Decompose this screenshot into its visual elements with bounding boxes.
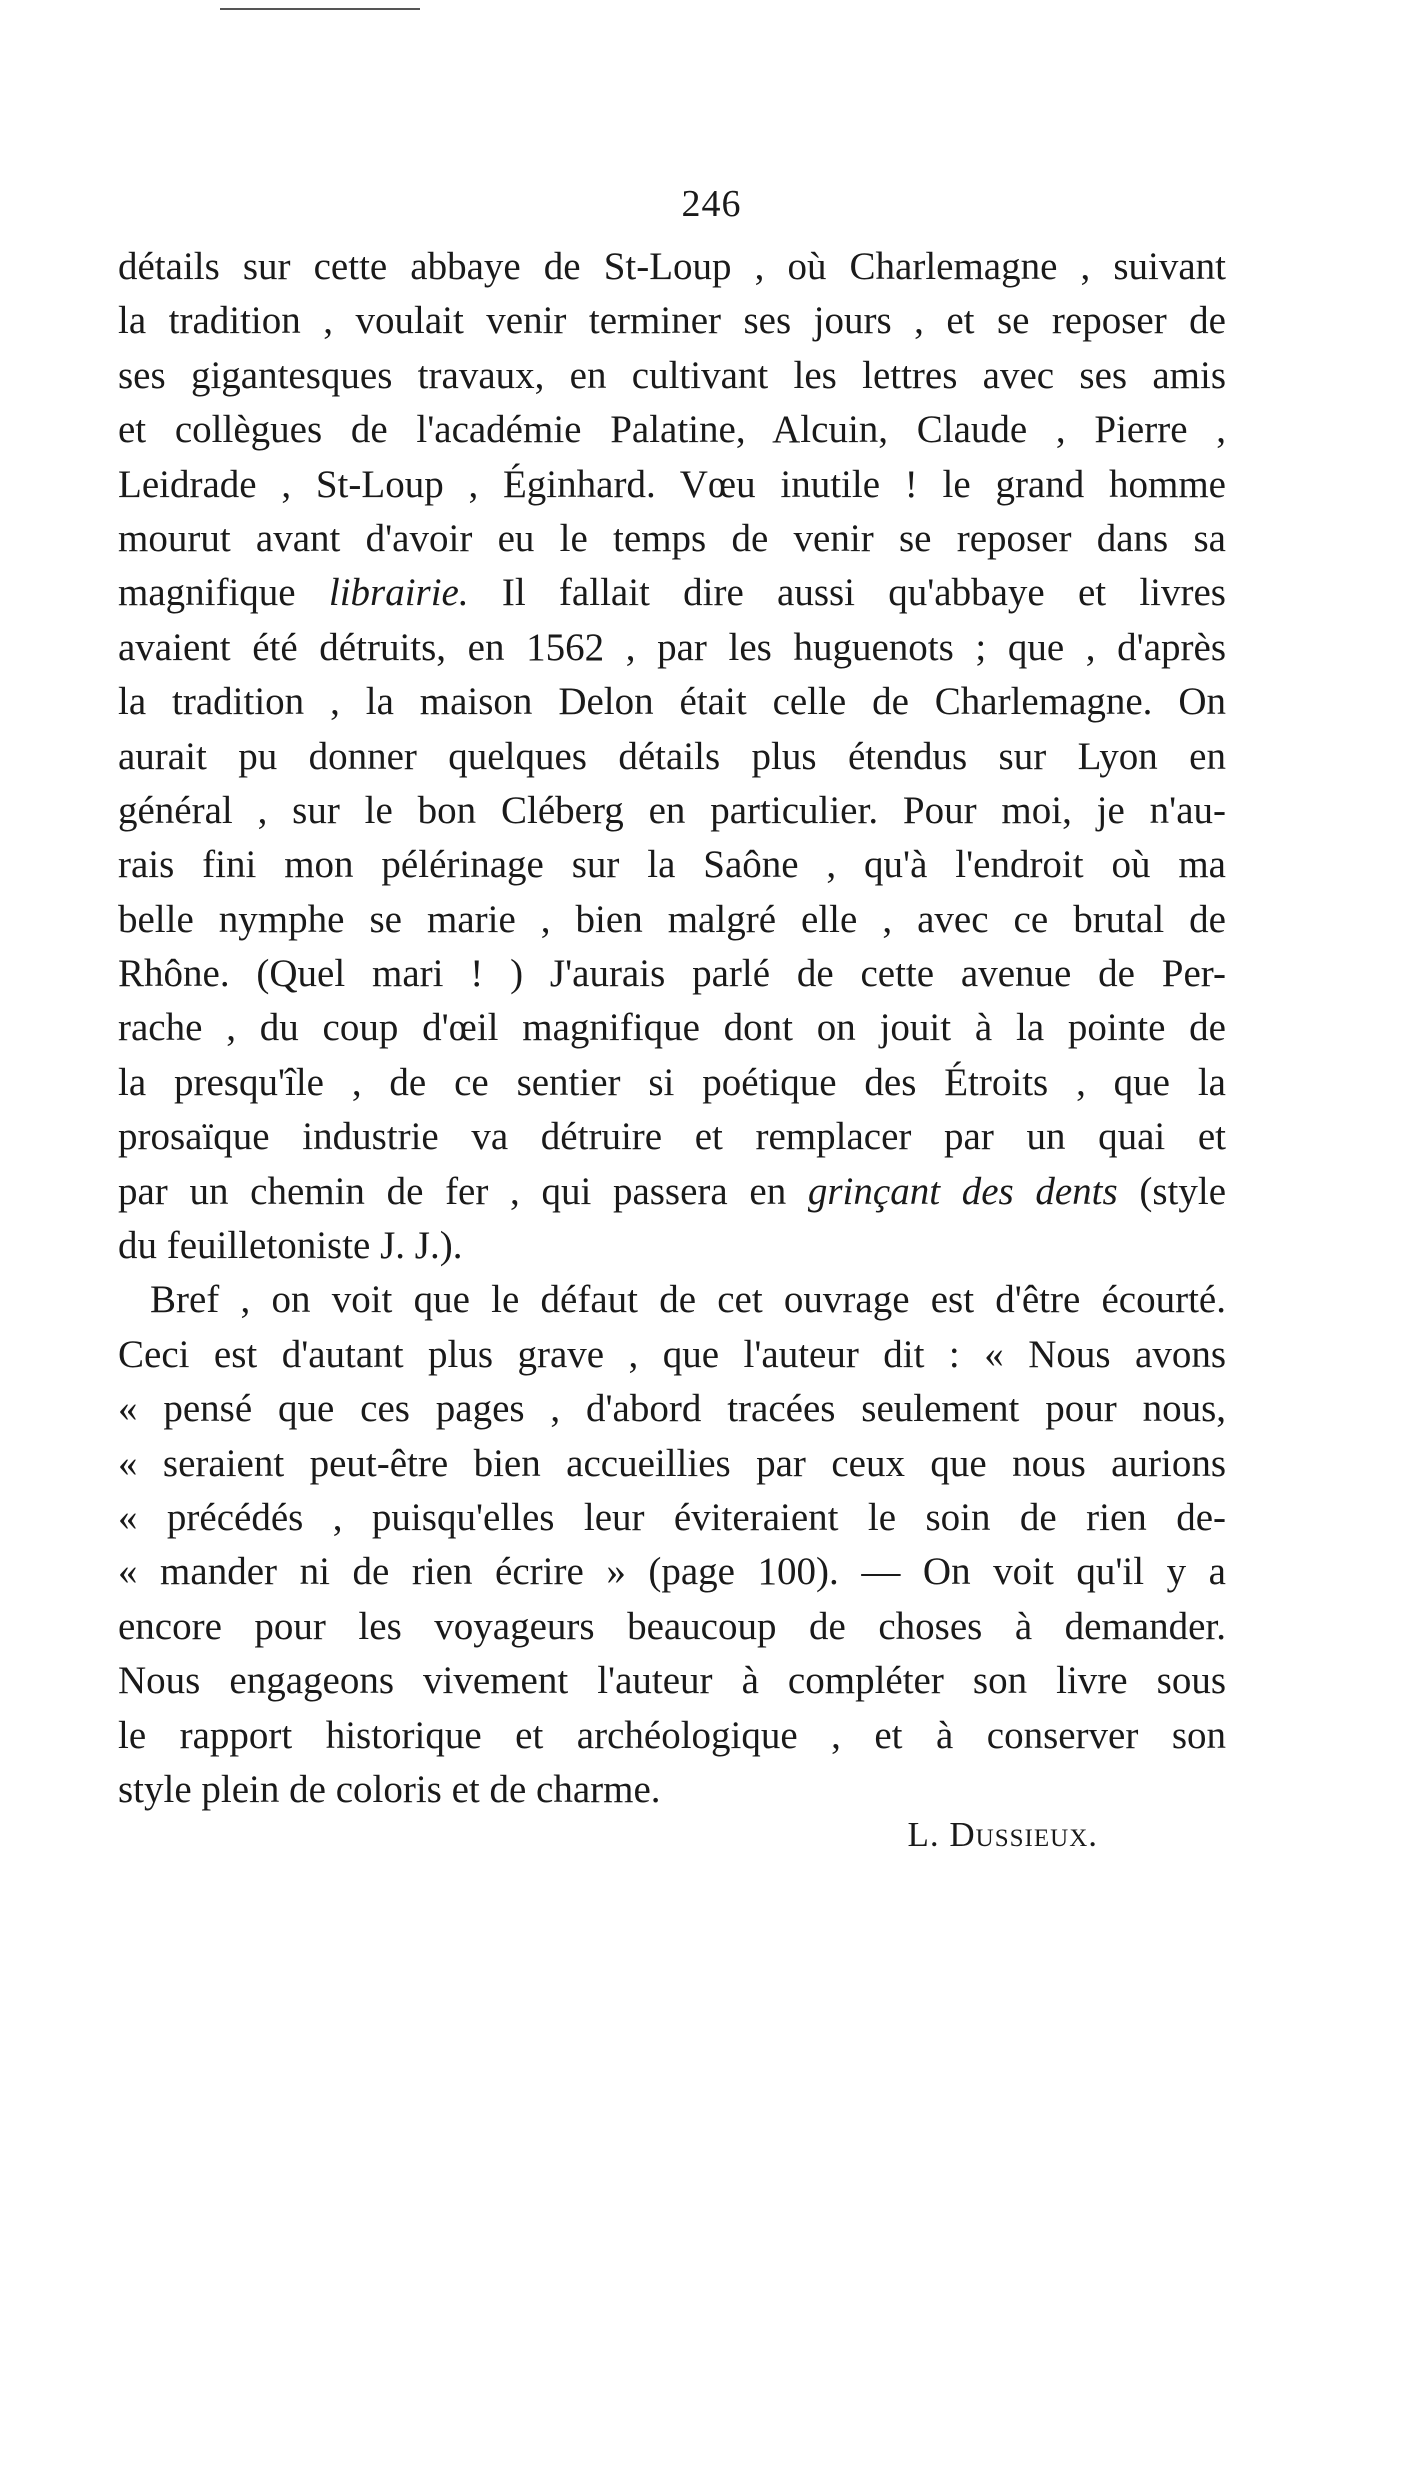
text-line: belle nymphe se marie , bien malgré elle , avec ce brutal de	[118, 897, 1226, 941]
text-line: « mander ni de rien écrire » (page 100). — On voit qu'il y a	[118, 1550, 1226, 1594]
text-line: du feuilletoniste J. J.).	[118, 1224, 463, 1268]
signature-name: Dussieux.	[949, 1815, 1098, 1854]
text-line: aurait pu donner quelques détails plus étendus sur Lyon en	[118, 734, 1226, 778]
text-line: Nous engageons vivement l'auteur à compléter son livre sous	[118, 1659, 1226, 1703]
text-fragment: Il fallait dire aussi qu'abbaye et livres	[468, 571, 1226, 615]
text-line: avaient été détruits, en 1562 , par les huguenots ; que , d'après	[118, 625, 1226, 669]
text-line: général , sur le bon Cléberg en particulier. Pour moi, je n'au-	[118, 788, 1226, 832]
page-number: 246	[681, 183, 742, 225]
text-line: Rhône. (Quel mari ! ) J'aurais parlé de cette avenue de Per-	[118, 952, 1226, 996]
italic-phrase-grincant: grinçant des dents	[807, 1169, 1118, 1213]
signature-initial: L.	[907, 1815, 940, 1854]
text-line: rache , du coup d'œil magnifique dont on jouit à la pointe de	[118, 1006, 1226, 1050]
text-line: la tradition , voulait venir terminer ses jours , et se reposer de	[118, 299, 1226, 343]
text-line: détails sur cette abbaye de St-Loup , où Charlemagne , suivant	[118, 245, 1226, 288]
italic-word-librairie: librairie.	[328, 571, 469, 615]
text-fragment: magnifique	[118, 571, 329, 615]
signature	[0, 1815, 1098, 1855]
text-line: la presqu'île , de ce sentier si poétique des Étroits , que la	[118, 1060, 1226, 1104]
text-line: Bref , on voit que le défaut de cet ouvrage est d'être écourté.	[150, 1278, 1226, 1322]
text-line: « pensé que ces pages , d'abord tracées seulement pour nous,	[118, 1387, 1226, 1431]
text-line: et collègues de l'académie Palatine, Alcuin, Claude , Pierre ,	[118, 408, 1226, 452]
body-text	[118, 240, 1226, 1817]
top-rule	[220, 8, 420, 10]
text-line: prosaïque industrie va détruire et remplacer par un quai et	[118, 1115, 1226, 1159]
text-line: encore pour les voyageurs beaucoup de choses à demander.	[118, 1604, 1226, 1648]
text-line: rais fini mon pélérinage sur la Saône , qu'à l'endroit où ma	[118, 843, 1226, 887]
text-line: « précédés , puisqu'elles leur éviteraient le soin de rien de-	[118, 1495, 1226, 1539]
text-line	[118, 1165, 1226, 1219]
text-line: mourut avant d'avoir eu le temps de venir se reposer dans sa	[118, 516, 1226, 560]
text-line: Leidrade , St-Loup , Éginhard. Vœu inutile ! le grand homme	[118, 462, 1226, 506]
text-line: le rapport historique et archéologique , et à conserver son	[118, 1713, 1226, 1757]
text-line: style plein de coloris et de charme.	[118, 1767, 661, 1811]
text-line: la tradition , la maison Delon était celle de Charlemagne. On	[118, 680, 1226, 724]
text-fragment: par un chemin de fer , qui passera en	[118, 1169, 808, 1213]
text-line: ses gigantesques travaux, en cultivant les lettres avec ses amis	[118, 353, 1226, 397]
text-line	[118, 566, 1226, 620]
text-line: « seraient peut-être bien accueillies par ceux que nous aurions	[118, 1441, 1226, 1485]
text-line: Ceci est d'autant plus grave , que l'auteur dit : « Nous avons	[118, 1332, 1226, 1376]
text-fragment: (style	[1117, 1169, 1227, 1213]
